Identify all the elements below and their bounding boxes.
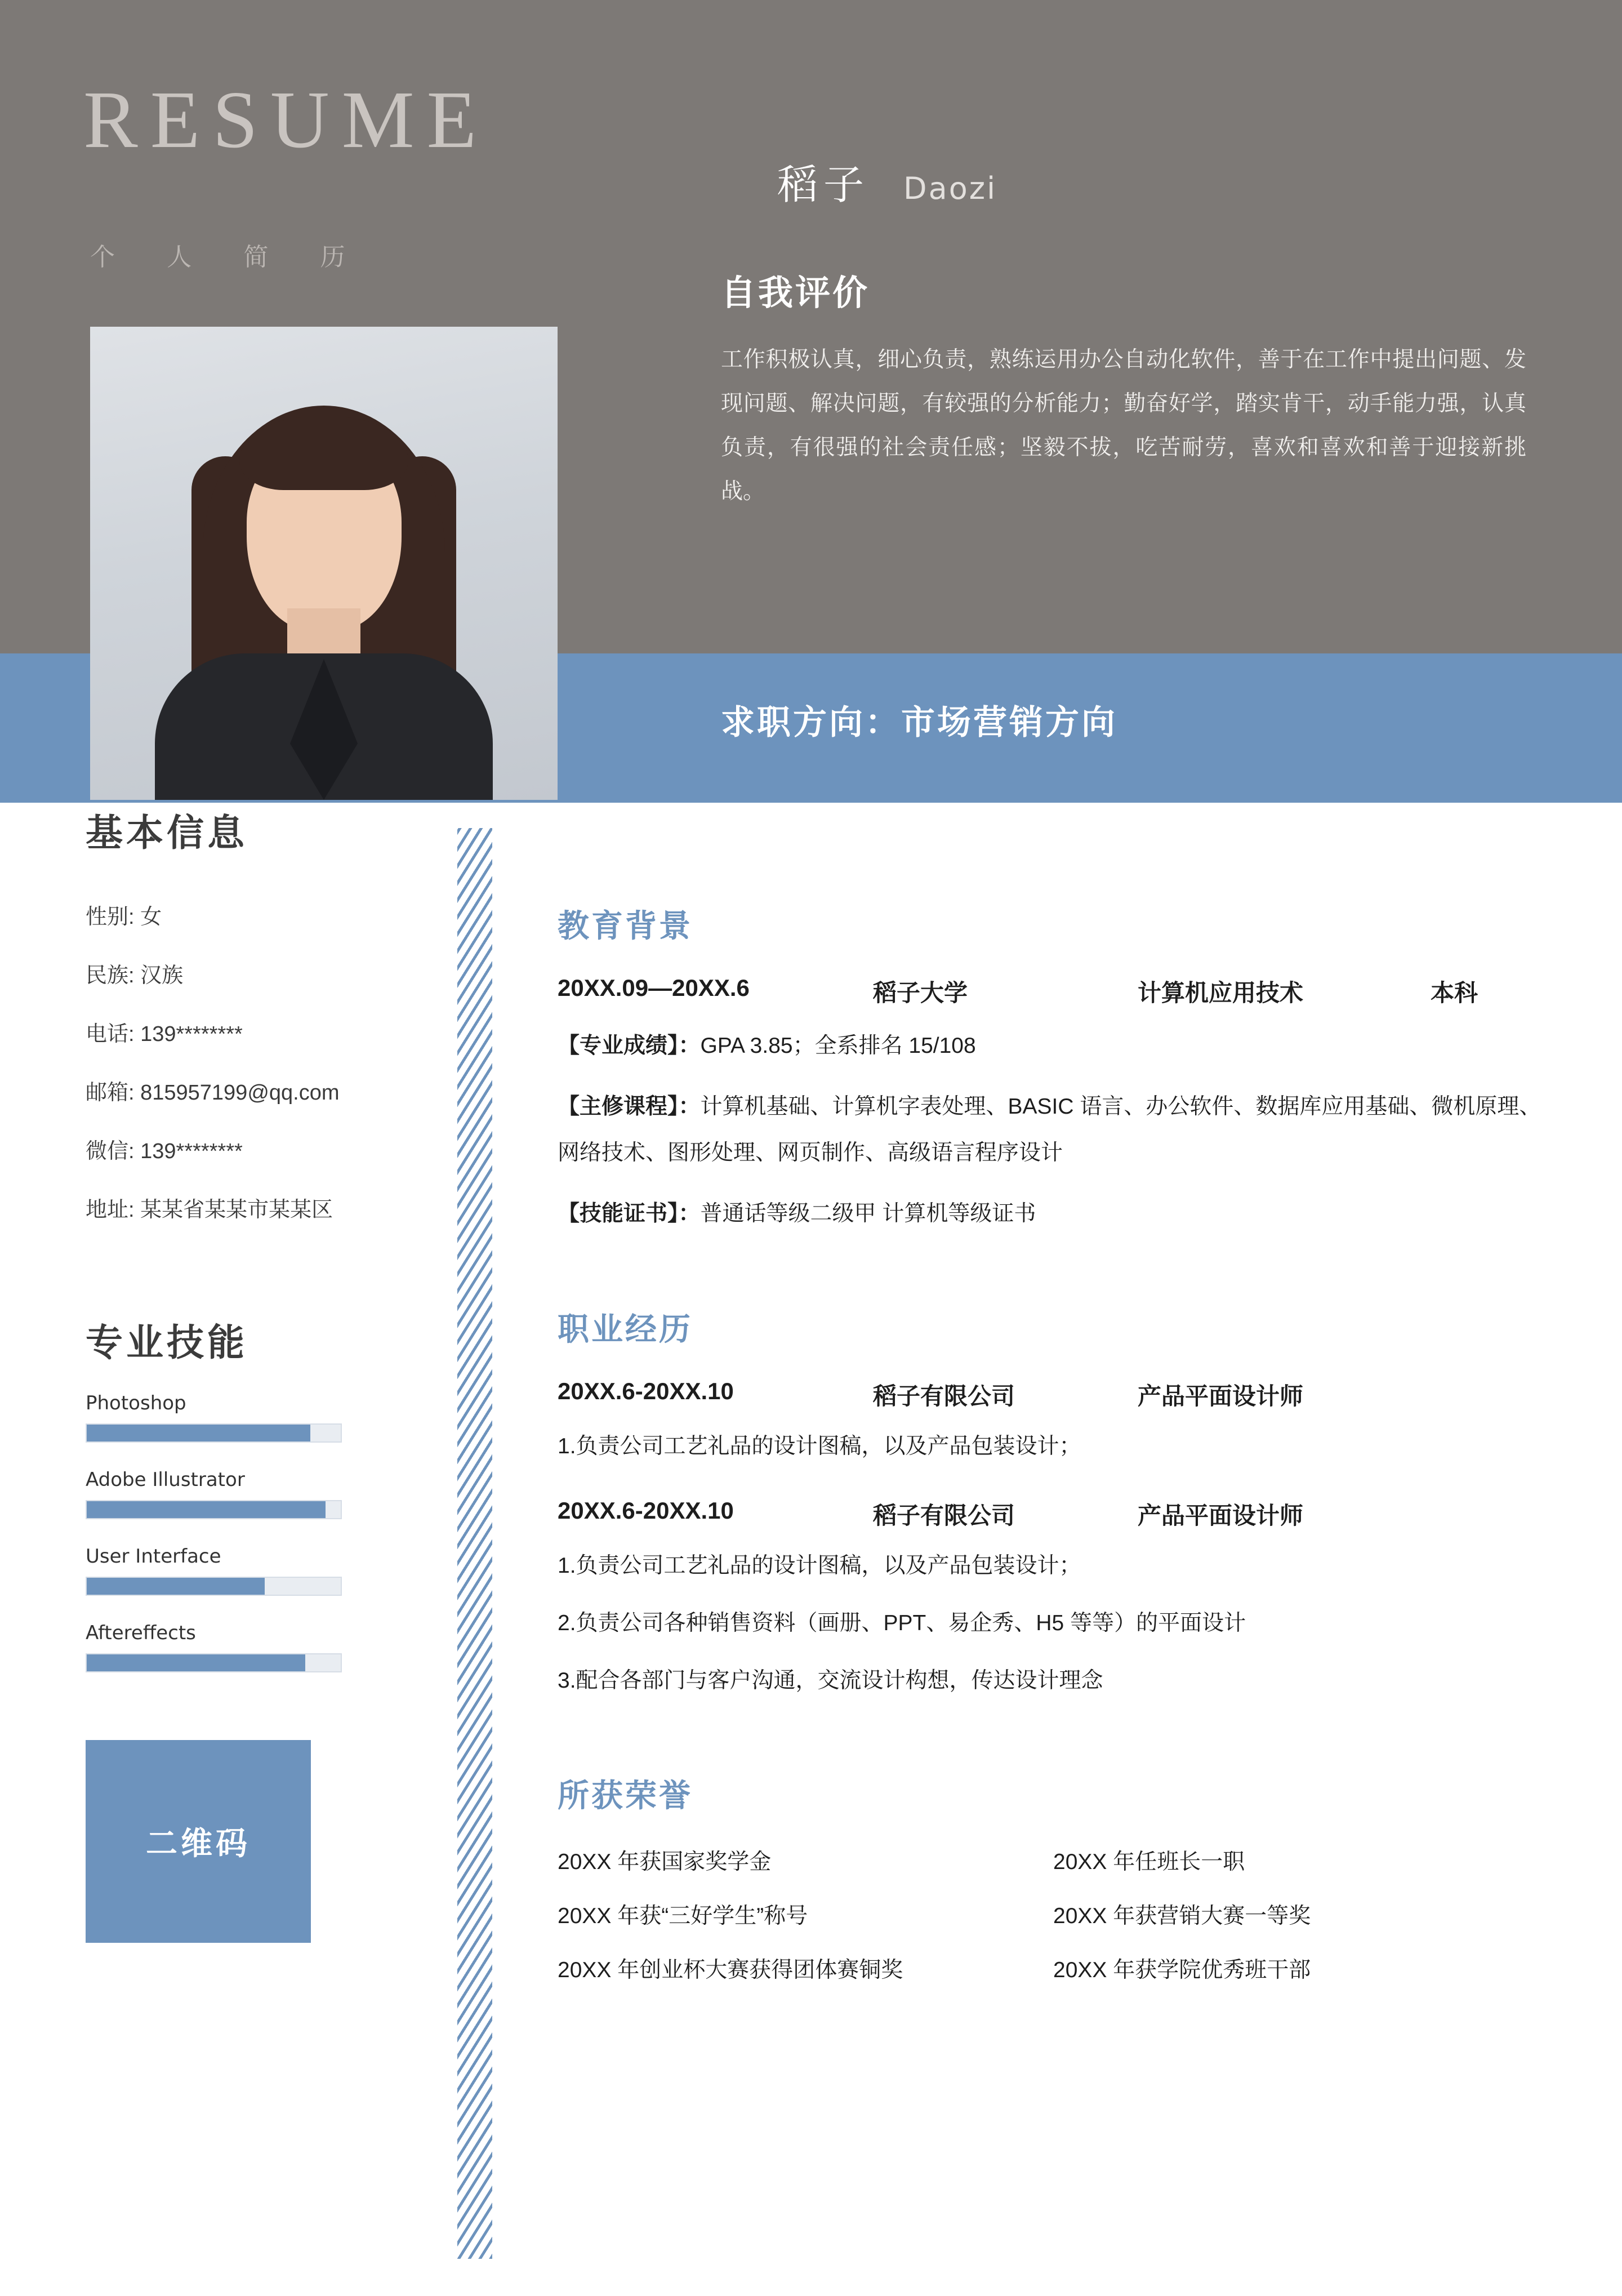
spacer (558, 1237, 1549, 1305)
profile-photo (90, 327, 558, 800)
self-evaluation-title: 自我评价 (721, 274, 870, 313)
skill-illustrator (86, 1469, 342, 1519)
experience-duty: 1.负责公司工艺礼品的设计图稿，以及产品包装设计； (558, 1434, 1081, 1458)
name-block (777, 152, 997, 211)
education-grade (558, 1023, 1549, 1069)
skill-label: Aftereffects (86, 1622, 196, 1644)
experience-duty: 2.负责公司各种销售资料（画册、PPT、易企秀、H5 等等）的平面设计 (558, 1611, 1246, 1635)
info-item-email: 邮箱: 815957199@qq.com (86, 1081, 340, 1105)
self-evaluation-text: 工作积极认真，细心负责，熟练运用办公自动化软件，善于在工作中提出问题、发现问题、解决问题，有较强的分析能力；勤奋好学，踏实肯干，动手能力强，认真负责，有很强的社会责任感；坚毅不拔，吃苦耐劳，喜欢和喜欢和善于迎接新挑战。 (721, 348, 1526, 504)
education-period: 20XX.09—20XX.6 (558, 975, 750, 1001)
skill-bar-fill (87, 1578, 265, 1595)
education-courses-label: 【主修课程】： (558, 1094, 701, 1119)
education-courses (558, 1084, 1549, 1176)
education-courses-value: 计算机基础、计算机字表处理、BASIC 语言、办公软件、数据库应用基础、微机原理、网络技术、图形处理、网页制作、高级语言程序设计 (558, 1094, 1541, 1165)
spacer (558, 1703, 1549, 1771)
experience-row (558, 1497, 1549, 1531)
honor-item: 20XX 年创业杯大赛获得团体赛铜奖 (558, 1958, 903, 1982)
info-item-wechat: 微信: 139******** (86, 1140, 243, 1163)
honor-item: 20XX 年获学院优秀班干部 (1053, 1958, 1311, 1982)
info-item-address: 地址: 某某省某某市某某区 (86, 1198, 333, 1222)
skill-label: User Interface (86, 1545, 221, 1568)
honors-title: 所获荣誉 (558, 1778, 693, 1813)
skill-bar-fill (87, 1425, 310, 1441)
skill-photoshop (86, 1392, 342, 1443)
education-degree: 本科 (1431, 980, 1478, 1006)
honor-item: 20XX 年获国家奖学金 (558, 1850, 772, 1874)
qr-code-box[interactable] (86, 1740, 311, 1943)
honor-item: 20XX 年获营销大赛一等奖 (1053, 1904, 1311, 1928)
qr-code-label: 二维码 (146, 1826, 251, 1861)
honor-item: 20XX 年任班长一职 (1053, 1850, 1245, 1874)
left-column (0, 803, 451, 1943)
skill-bar-track (86, 1500, 342, 1519)
skill-bar-fill (87, 1501, 326, 1518)
education-grade-value: GPA 3.85；全系排名 15/108 (700, 1034, 976, 1058)
basic-info-list (86, 888, 451, 1239)
skill-bar-fill (87, 1654, 305, 1671)
info-item-phone: 电话: 139******** (86, 1022, 243, 1046)
honors-column-left (558, 1835, 1053, 1997)
skill-bar-track (86, 1423, 342, 1443)
experience-company: 稻子有限公司 (873, 1502, 1015, 1529)
education-cert (558, 1191, 1549, 1237)
honors-column-right (1053, 1835, 1549, 1997)
resume-subtitle: 个 人 简 历 (90, 243, 368, 271)
hatched-divider (457, 828, 492, 2259)
experience-duty: 3.配合各部门与客户沟通，交流设计构想，传达设计理念 (558, 1668, 1103, 1693)
education-school: 稻子大学 (873, 980, 968, 1006)
honors-list (558, 1835, 1549, 1997)
info-item-ethnicity: 民族: 汉族 (86, 964, 184, 987)
experience-role: 产品平面设计师 (1138, 1383, 1304, 1409)
right-column (558, 901, 1549, 1997)
skill-label: Adobe Illustrator (86, 1469, 245, 1491)
experience-row (558, 1378, 1549, 1412)
education-major: 计算机应用技术 (1138, 980, 1304, 1006)
skill-aftereffects (86, 1622, 342, 1672)
info-item-gender: 性别: 女 (86, 905, 162, 929)
education-row (558, 975, 1549, 1008)
education-grade-label: 【专业成绩】： (558, 1034, 701, 1058)
skill-user-interface (86, 1545, 342, 1596)
basic-info-title: 基本信息 (86, 812, 248, 853)
name-en: Daozi (903, 171, 997, 206)
education-cert-value: 普通话等级二级甲 计算机等级证书 (700, 1202, 1036, 1226)
experience-company: 稻子有限公司 (873, 1383, 1015, 1409)
experience-title: 职业经历 (558, 1311, 693, 1347)
name-cn: 稻子 (777, 163, 870, 208)
experience-duty: 1.负责公司工艺礼品的设计图稿，以及产品包装设计； (558, 1554, 1081, 1578)
skills-title: 专业技能 (86, 1321, 248, 1363)
skill-bar-track (86, 1653, 342, 1672)
honor-item: 20XX 年获“三好学生”称号 (558, 1904, 808, 1928)
objective-text: 求职方向：市场营销方向 (721, 704, 1117, 741)
experience-period: 20XX.6-20XX.10 (558, 1378, 734, 1404)
experience-period: 20XX.6-20XX.10 (558, 1497, 734, 1524)
education-title: 教育背景 (558, 908, 693, 944)
skill-bar-track (86, 1577, 342, 1596)
education-cert-label: 【技能证书】： (558, 1202, 701, 1226)
skill-label: Photoshop (86, 1392, 186, 1414)
experience-role: 产品平面设计师 (1138, 1502, 1304, 1529)
photo-fringe (239, 417, 408, 490)
resume-title: RESUME (83, 75, 489, 165)
